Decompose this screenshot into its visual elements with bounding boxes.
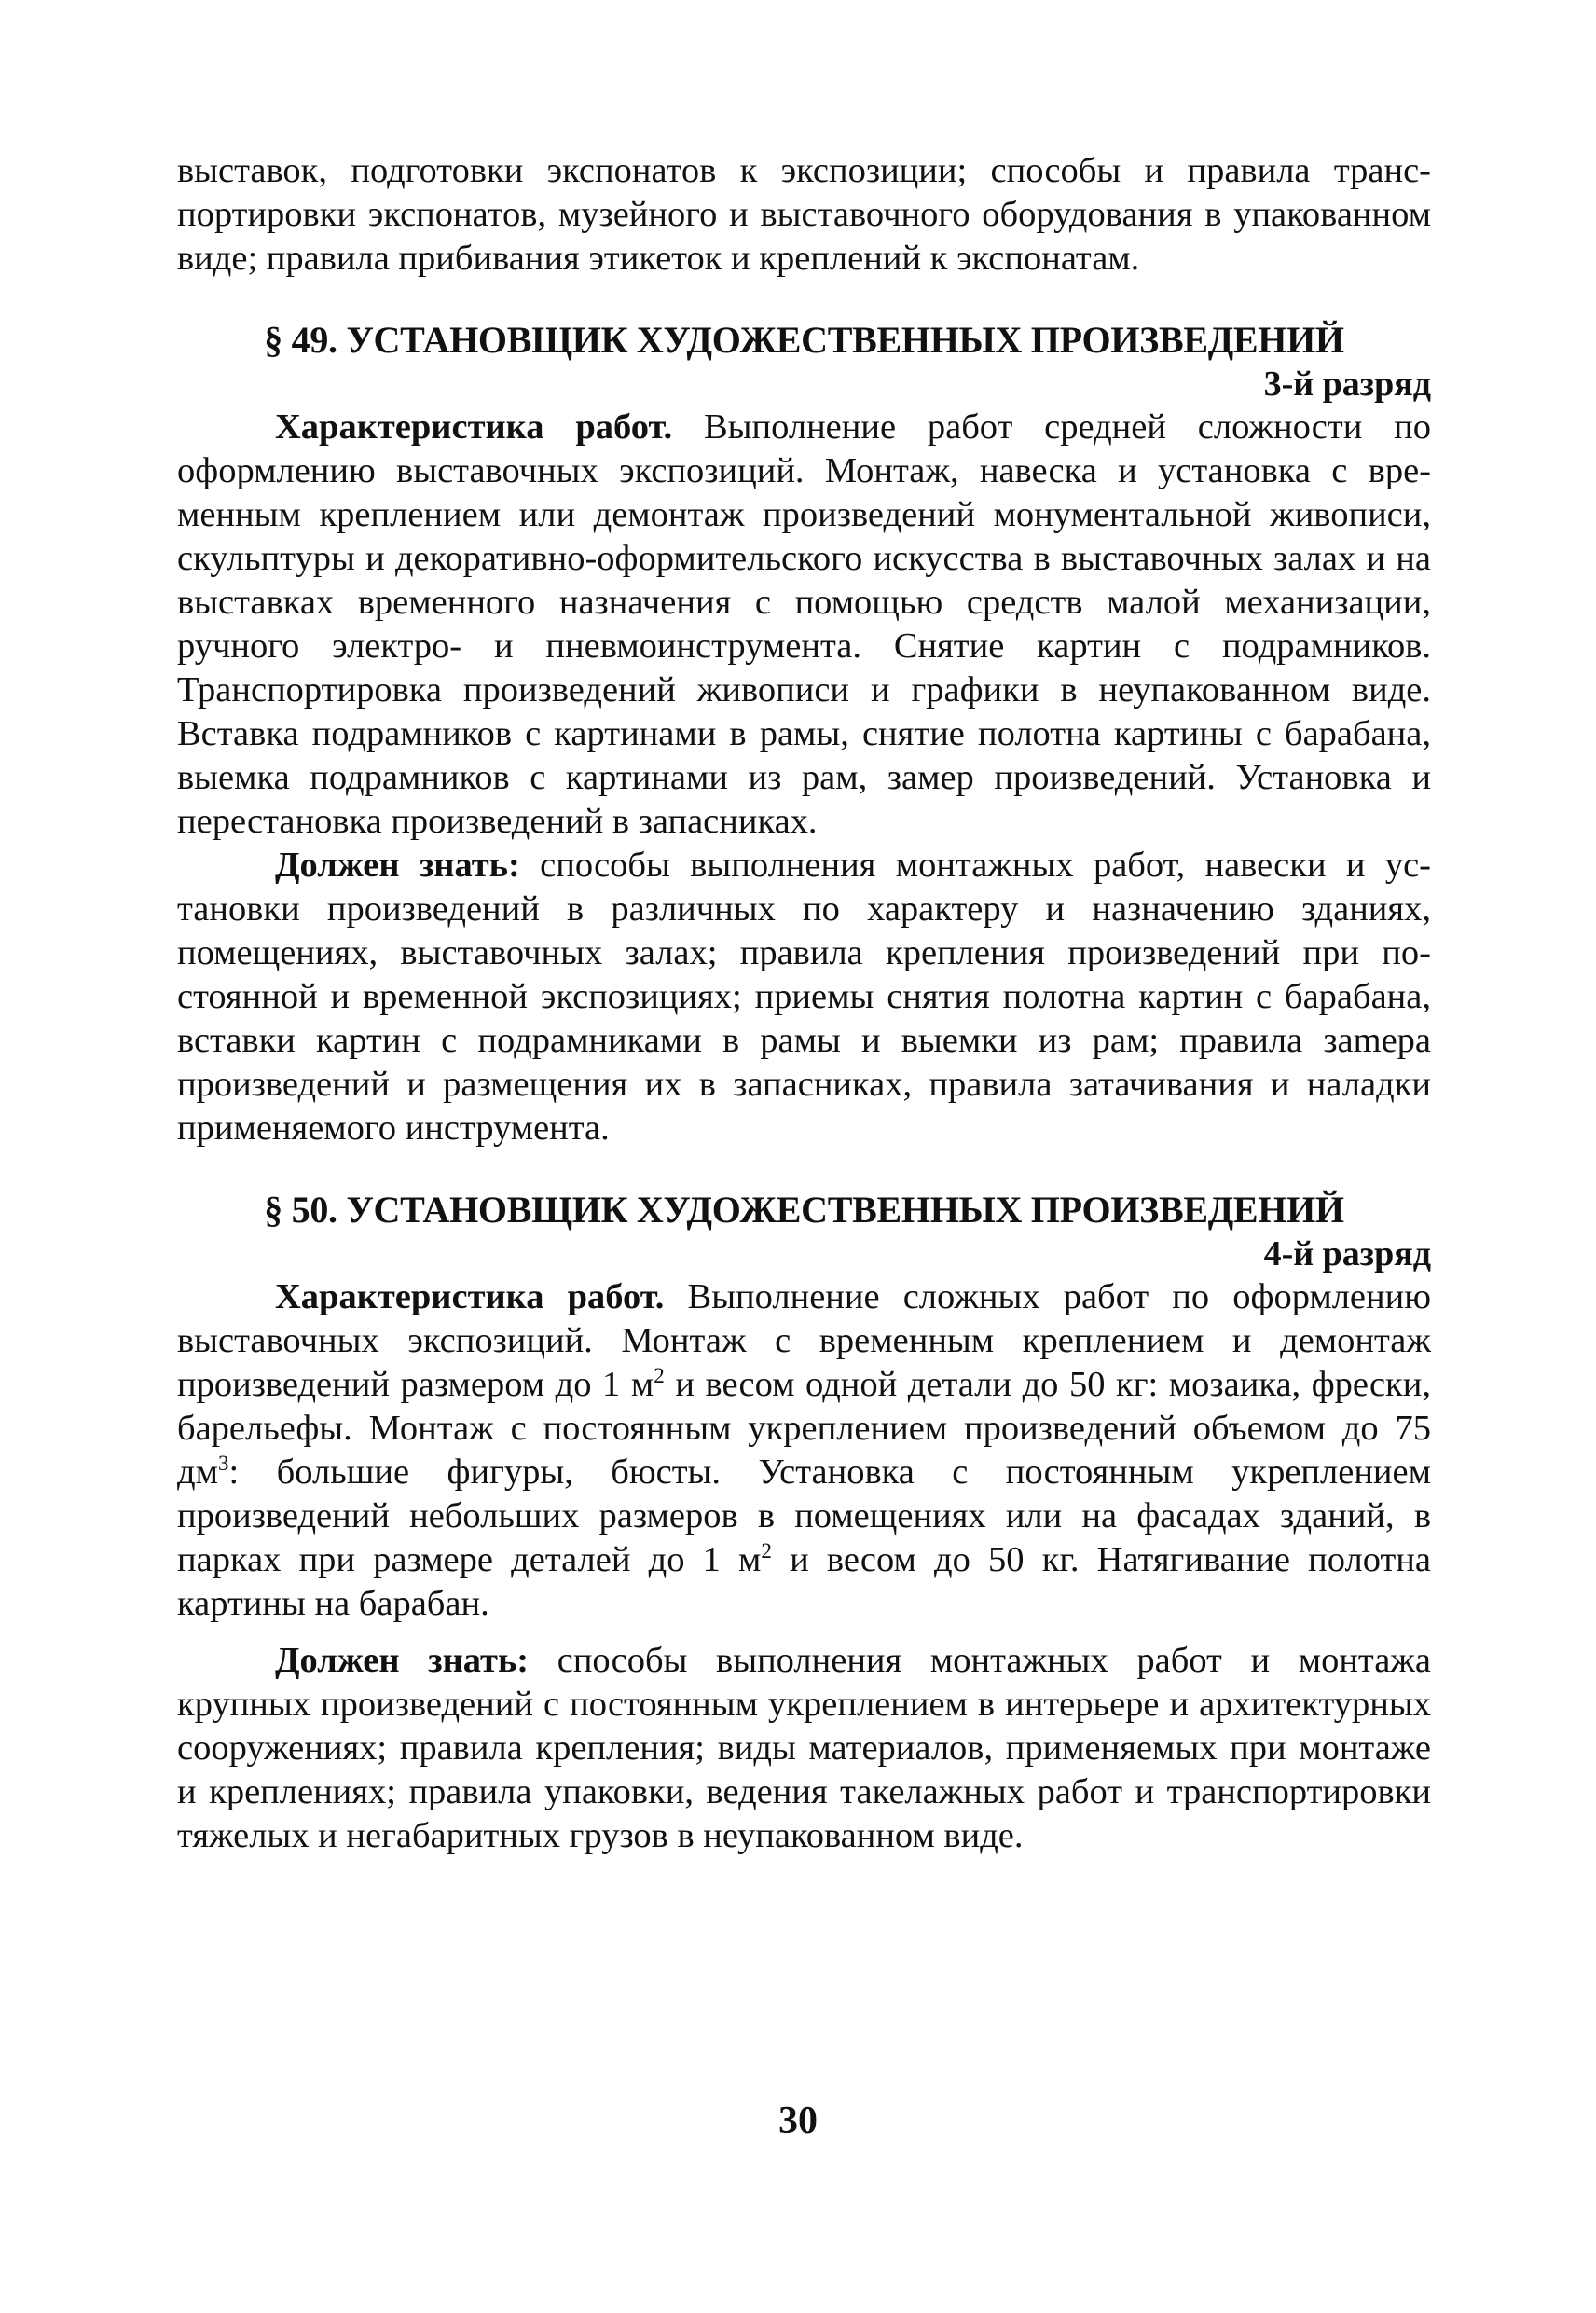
- section-50-superscript-3: 2: [761, 1538, 772, 1563]
- section-50-work-text-2: и весом одной детали до 50 кг: мозаика, фрески, барельефы. Монтаж с постоянным укреплением произведений объемом до 75 дм: [177, 1365, 1431, 1492]
- section-50-work-text-3: : большие фигуры, бюсты. Установка с постоянным укреплением произведений небольших размеров в помещениях или на фасадах зданий, в парках при размере деталей до 1 м: [177, 1453, 1431, 1579]
- section-50-superscript-1: 2: [654, 1363, 665, 1388]
- intro-paragraph: выставок, подготовки экспонатов к экспозиции; способы и правила транспортировки экспонатов, музейного и выставочного оборудования в упакованном виде; правила прибивания этикеток и креплений к экспонатам.: [177, 151, 1431, 278]
- document-page: [177, 149, 1431, 1858]
- section-50-superscript-2: 3: [217, 1451, 229, 1476]
- section-49-work-label: Характеристика работ.: [275, 407, 673, 447]
- paragraph-spacer: [177, 1626, 1431, 1639]
- section-50-title: § 50. УСТАНОВЩИК ХУДОЖЕСТВЕННЫХ ПРОИЗВЕДЕНИЙ: [264, 1189, 1344, 1231]
- section-50-work-paragraph: [177, 1275, 1431, 1626]
- section-49-work-text: Выполнение работ средней сложности по оформлению выставочных экспозиций. Монтаж, навеска и установка с временным креплением или демонтаж произведений монументальной живописи, скульптуры и декоративно-оформительского искусства в выставочных залах и на выставках временного назначения с помощью средств малой механизации, ручного электро- и пневмоинструмента. Снятие картин с подрамников. Транспортировка произведений живописи и графики в неупакованном виде. Вставка подрамников с картинами в рамы, снятие полотна картины с барабана, выемка подрамников с картинами из рам, замер произведений. Установка и перестановка произведений в запасниках.: [177, 407, 1431, 841]
- section-50-work-text-1: Выполнение сложных работ по оформлению выставочных экспозиций. Монтаж с временным креплением и демонтаж произведений размером до 1 м: [177, 1277, 1431, 1404]
- page-number: 30: [778, 2100, 818, 2142]
- section-49-knowledge-text: способы выполнения монтажных работ, навески и установки произведений в различных по характеру и назначению зданиях, помещениях, выставочных залах; правила крепления произведений при постоянной и временной экспозициях; приемы снятия полотна картин с барабана, вставки картин с подрамниками в рамы и выемки из рам; правила заmера произведений и размещения их в запасниках, правила затачивания и наладки применяемого инструмента.: [177, 846, 1431, 1148]
- section-50-grade: 4-й разряд: [1263, 1234, 1431, 1274]
- section-49-work-paragraph: [177, 406, 1431, 844]
- section-49-knowledge-paragraph: [177, 844, 1431, 1150]
- section-49-title: § 49. УСТАНОВЩИК ХУДОЖЕСТВЕННЫХ ПРОИЗВЕДЕНИЙ: [264, 319, 1344, 361]
- section-49-grade: 3-й разряд: [1263, 365, 1431, 404]
- section-49-knowledge-label: Должен знать:: [275, 846, 520, 885]
- section-50-work-label: Характеристика работ.: [275, 1277, 665, 1316]
- section-50-knowledge-label: Должен знать:: [275, 1641, 530, 1680]
- section-50-work-text-4: и весом до 50 кг. Натягивание полотна картины на барабан.: [177, 1540, 1431, 1623]
- section-50-knowledge-text: способы выполнения монтажных работ и монтажа крупных произведений с постоянным укреплением в интерьере и архитектурных сооружениях; правила крепления; виды материалов, применяемых при монтаже и креплениях; правила упаковки, ведения такелажных работ и транспортировки тяжелых и негабаритных грузов в неупакованном виде.: [177, 1641, 1431, 1855]
- section-50-knowledge-paragraph: [177, 1639, 1431, 1858]
